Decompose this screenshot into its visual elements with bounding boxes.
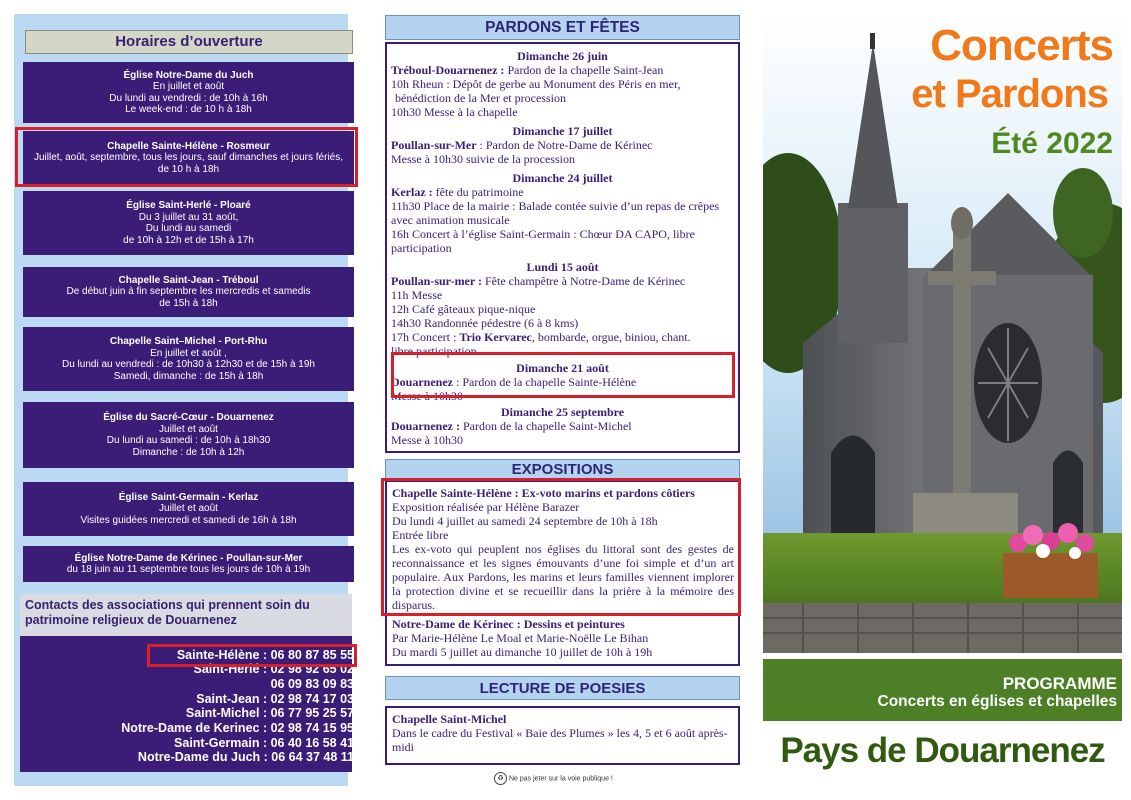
hours-line: Visites guidées mercredi et samedi de 16h à 18h <box>80 514 297 526</box>
expo-line: Du lundi 4 juillet au samedi 24 septembre de 10h à 18h <box>392 514 658 528</box>
cover-title-line1: Concerts <box>930 21 1113 70</box>
church-name: Église Notre-Dame de Kérinec - Poullan-sur-Mer <box>74 552 303 564</box>
event-date: Dimanche 21 août <box>516 361 609 375</box>
hours-line: De début juin à fin septembre les mercredis et samedis <box>66 286 311 298</box>
event-date: Dimanche 26 juin <box>517 49 608 63</box>
opening-hours-title: Horaires d’ouverture <box>25 30 353 54</box>
hours-line: En juillet et août <box>152 81 225 92</box>
programme-label: PROGRAMME <box>1002 674 1117 693</box>
church-name: Église du Sacré-Cœur - Douarnenez <box>103 412 274 423</box>
hours-line: de 10h à 12h et de 15h à 17h <box>123 234 254 246</box>
event-line: Kerlaz : fête du patrimoine <box>391 185 524 199</box>
expo-line: Du mardi 5 juillet au dimanche 10 juillet de 10h à 19h <box>392 645 653 659</box>
event-line: Douarnenez : Pardon de la chapelle Sainte-Hélène <box>391 375 637 389</box>
expo-title: Notre-Dame de Kérinec : Dessins et peintures <box>392 617 625 631</box>
event-date: Dimanche 17 juillet <box>512 124 613 138</box>
expo-line: Par Marie-Hélène Le Moal et Marie-Noëlle Le Bihan <box>392 631 649 645</box>
footer-note: ♻ Ne pas jeter sur la voie publique ! <box>494 772 694 786</box>
highlight-frame <box>381 478 741 616</box>
church-name: Chapelle Saint-Jean - Tréboul <box>118 274 259 286</box>
event-line: 11h30 Place de la mairie : Balade contée suivie d’un repas de crêpes avec animation musicale <box>391 199 720 227</box>
hours-line: Juillet et août <box>159 503 218 515</box>
church-name: Église Saint-Herlé - Ploaré <box>126 200 251 211</box>
hours-card-saint-michel <box>23 327 354 391</box>
church-name: Chapelle Sainte-Hélène - Rosmeur <box>107 140 270 152</box>
hours-line: de 15h à 18h <box>159 297 218 309</box>
cover-season: Été 2022 <box>991 127 1113 160</box>
hours-card-saint-germain <box>23 482 354 536</box>
event-line: 16h Concert à l’église Saint-Germain : Chœur DA CAPO, libre participation <box>391 227 695 255</box>
expo-description: Les ex-voto qui peuplent nos églises du littoral sont des gestes de reconnaissance et les signes émouvants d’une foi simple et d’un art populaire. Aux Pardons, les marins et leurs familles viennent implorer la protection divine et se recueillir dans la prière à la mémoire des disparus. <box>392 542 734 612</box>
contact-line: Saint-Herlé : 02 98 92 65 02 <box>193 662 354 676</box>
event-date: Lundi 15 août <box>526 260 599 274</box>
poesie-venue: Chapelle Saint-Michel <box>392 712 507 726</box>
event-line: Messe à 10h30 <box>391 389 463 403</box>
hours-line: Du lundi au samedi : de 10h à 18h30 <box>106 435 271 446</box>
event-line: Messe à 10h30 <box>391 433 463 447</box>
highlight-frame <box>15 127 358 187</box>
cover-panel <box>763 13 1122 781</box>
contact-line: Saint-Jean : 02 98 74 17 03 <box>196 692 354 706</box>
programme-subtitle: Concerts en églises et chapelles <box>877 693 1117 710</box>
programme-banner <box>763 659 1122 721</box>
contact-line: Sainte-Hélène : 06 80 87 85 55 <box>176 648 354 662</box>
hours-line: Du lundi au vendredi : de 10h30 à 12h30 et de 15h à 19h <box>62 359 315 370</box>
contact-line: Notre-Dame du Juch : 06 64 37 48 11 <box>137 750 354 764</box>
contacts-title: Contacts des associations qui prennent soin du patrimoine religieux de Douarnenez <box>20 594 352 636</box>
contact-line: Saint-Germain : 06 40 16 58 41 <box>174 736 354 750</box>
highlight-frame <box>147 644 357 667</box>
event-line: 10h30 Messe à la chapelle <box>391 105 518 119</box>
event-date: Dimanche 25 septembre <box>500 405 625 419</box>
hours-line: du 18 juin au 11 septembre tous les jours de 10h à 19h <box>66 564 311 575</box>
highlight-frame <box>391 352 735 398</box>
region-title: Pays de Douarnenez <box>763 721 1122 781</box>
expo-line: Entrée libre <box>392 528 449 542</box>
hours-card-notre-dame-du-juch <box>23 62 354 123</box>
hours-line: Du lundi au samedi <box>145 223 232 234</box>
expo-line: Exposition réalisée par Hélène Barazer <box>392 500 580 514</box>
event-date: Dimanche 24 juillet <box>512 171 613 185</box>
contact-line: Saint-Michel : 06 77 95 25 57 <box>185 706 354 720</box>
event-line: 14h30 Randonnée pédestre (6 à 8 kms) <box>391 316 579 330</box>
expositions-title: EXPOSITIONS <box>385 459 740 480</box>
poesie-title: LECTURE DE POESIES <box>385 676 740 700</box>
event-line: 10h Rheun : Dépôt de gerbe au Monument des Péris en mer, <box>391 77 681 91</box>
expo-title: Chapelle Sainte-Hélène : Ex-voto marins et pardons côtiers <box>392 486 695 500</box>
event-line: Douarnenez : Pardon de la chapelle Saint-Michel <box>391 419 632 433</box>
cover-title-line2: et Pardons <box>911 72 1108 116</box>
hours-card-sacre-coeur <box>23 402 354 468</box>
hours-card-saint-herle <box>23 191 354 255</box>
contact-line: 06 09 83 09 83 <box>270 677 354 691</box>
hours-line: En juillet et août , <box>150 347 227 359</box>
hours-line: Dimanche : de 10h à 12h <box>132 446 245 458</box>
contact-line: Notre-Dame de Kerinec : 02 98 74 15 95 <box>121 721 354 735</box>
poesie-content <box>392 712 732 754</box>
event-line: Poullan-sur-mer : Fête champêtre à Notre-Dame de Kérinec <box>391 274 686 288</box>
event-line: 12h Café gâteaux pique-nique <box>391 302 536 316</box>
event-line: 11h Messe <box>391 288 443 302</box>
event-line: Poullan-sur-Mer : Pardon de Notre-Dame de Kérinec <box>391 138 653 152</box>
hours-line: Juillet, août, septembre, tous les jours, sauf dimanches et jours fériés, de 10 h à 18h <box>33 152 344 175</box>
church-name: Église Saint-Germain - Kerlaz <box>118 491 259 503</box>
pardons-title: PARDONS ET FÊTES <box>385 15 740 40</box>
event-line: 17h Concert : Trio Kervarec, bombarde, orgue, biniou, chant. <box>391 330 691 344</box>
church-name: Église Notre-Dame du Juch <box>123 69 254 81</box>
hours-card-saint-jean <box>23 267 354 317</box>
event-line: libre participation. <box>391 344 480 358</box>
recycle-icon: ♻ <box>494 772 507 785</box>
church-name: Chapelle Saint–Michel - Port-Rhu <box>109 336 268 347</box>
event-line: bénédiction de la Mer et procession <box>395 91 566 105</box>
hours-line: Du lundi au vendredi : de 10h à 16h <box>109 92 268 104</box>
event-line: Messe à 10h30 suivie de la procession <box>391 152 575 166</box>
hours-line: Le week-end : de 10 h à 18h <box>125 104 252 115</box>
hours-line: Du 3 juillet au 31 août, <box>138 211 239 223</box>
hours-line: Samedi, dimanche : de 15h à 18h <box>113 370 264 382</box>
hours-line: Juillet et août <box>159 423 218 435</box>
hours-card-notre-dame-de-kerinec <box>23 546 354 582</box>
poesie-line: Dans le cadre du Festival « Baie des Plumes » les 4, 5 et 6 août après-midi <box>392 726 728 754</box>
event-line: Tréboul-Douarnenez : Pardon de la chapelle Saint-Jean <box>391 63 664 77</box>
